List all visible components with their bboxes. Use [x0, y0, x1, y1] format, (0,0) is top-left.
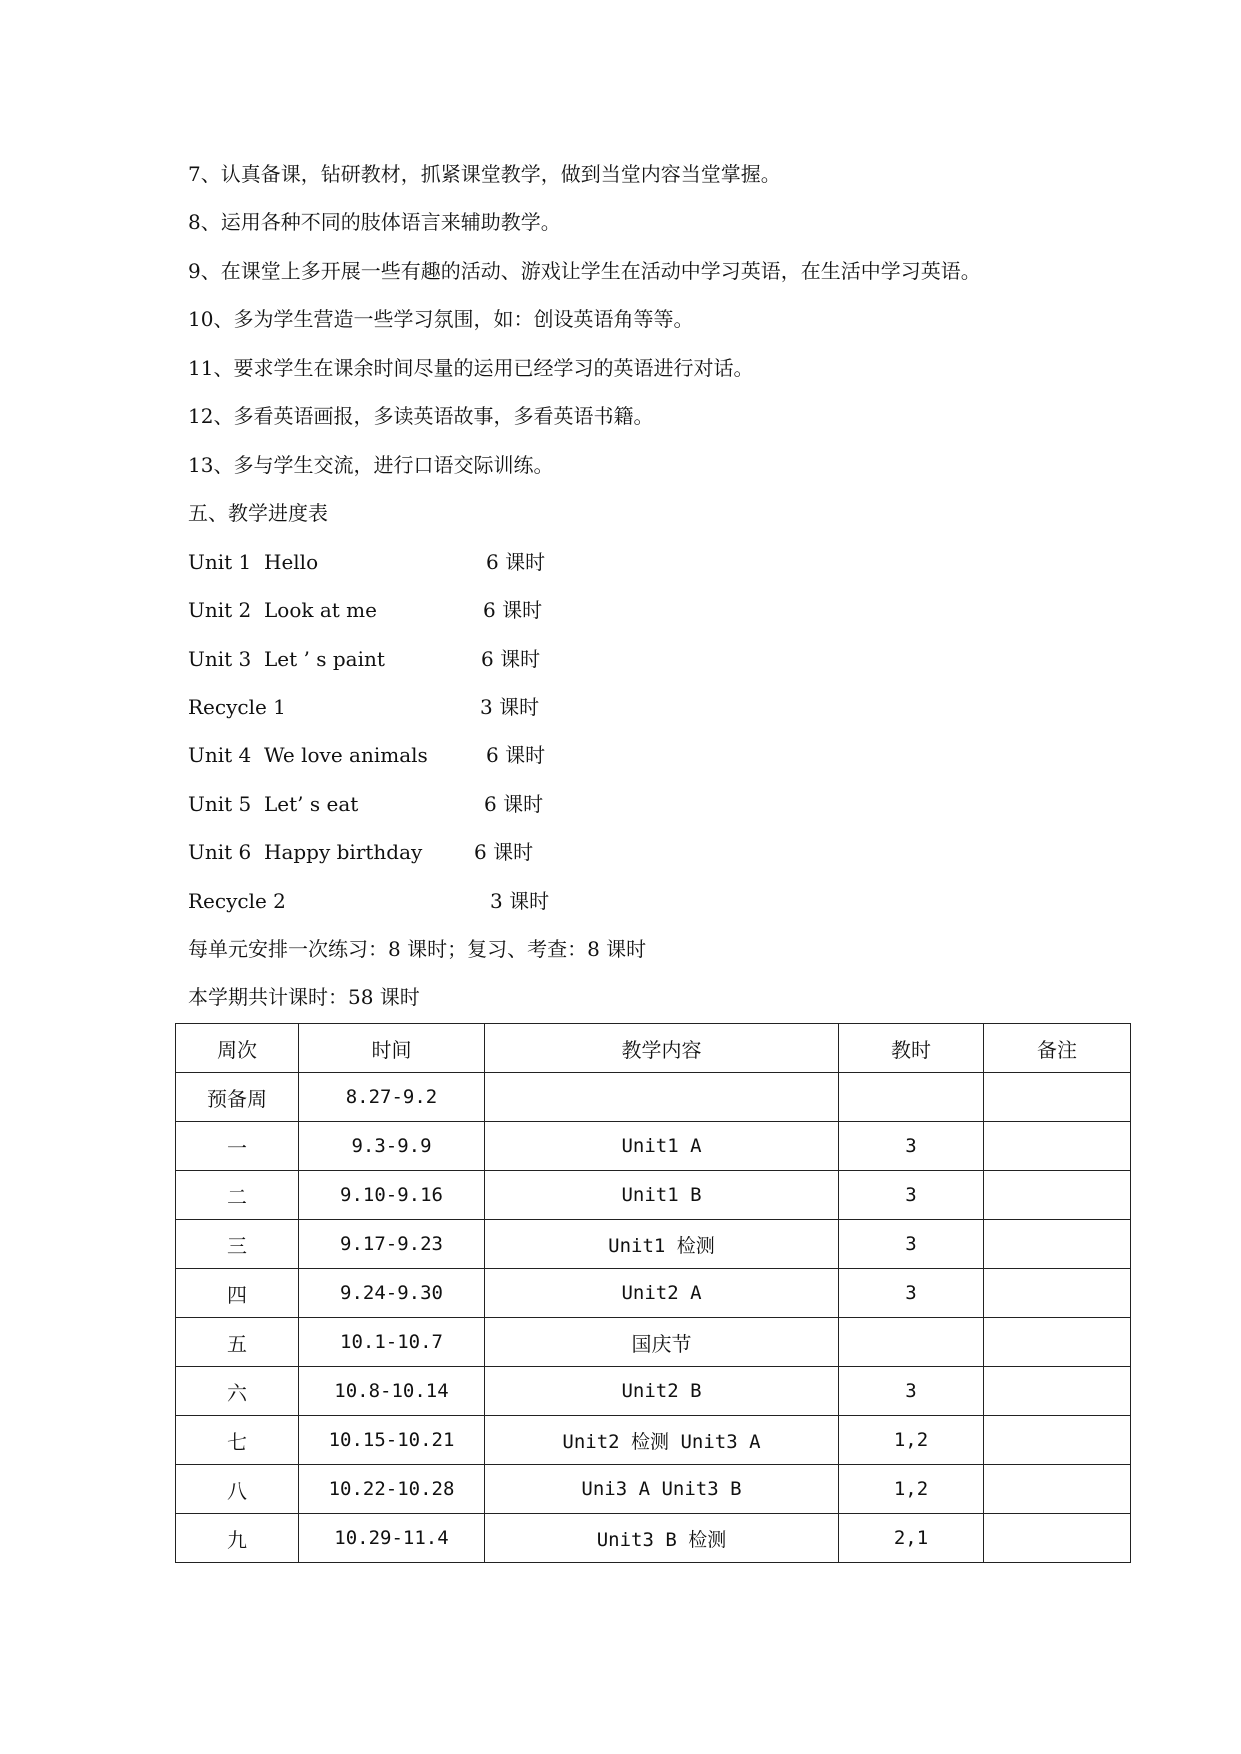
cell-time: 10.1-10.7 — [299, 1318, 485, 1367]
cell-remarks — [984, 1122, 1131, 1171]
unit-name: Unit 6 — [188, 840, 252, 864]
cell-hours: 3 — [839, 1122, 984, 1171]
unit-name: Unit 4 — [188, 743, 252, 767]
total-hours-note: 本学期共计课时：58 课时 — [188, 985, 420, 1009]
method-item-7: 7、认真备课，钻研教材，抓紧课堂教学，做到当堂内容当堂掌握。 — [188, 162, 781, 186]
cell-remarks — [984, 1318, 1131, 1367]
unit-name: Unit 2 — [188, 598, 252, 622]
unit-hours: 6 课时 — [486, 550, 546, 574]
unit-hours: 6 课时 — [481, 647, 541, 671]
unit-hours: 6 课时 — [483, 598, 543, 622]
cell-hours: 1,2 — [839, 1416, 984, 1465]
cell-time: 9.24-9.30 — [299, 1269, 485, 1318]
cell-week: 三 — [176, 1220, 299, 1269]
cell-week: 二 — [176, 1171, 299, 1220]
method-item-9: 9、在课堂上多开展一些有趣的活动、游戏让学生在活动中学习英语，在生活中学习英语。 — [188, 259, 981, 283]
unit-name: Unit 5 — [188, 792, 252, 816]
unit-hours: 3 课时 — [490, 889, 550, 913]
unit-title: Let ’ s paint — [264, 647, 385, 671]
cell-remarks — [984, 1465, 1131, 1514]
header-content: 教学内容 — [485, 1024, 839, 1073]
unit-hours: 6 课时 — [474, 840, 534, 864]
unit-name: Unit 1 — [188, 550, 252, 574]
cell-remarks — [984, 1269, 1131, 1318]
cell-content — [485, 1073, 839, 1122]
cell-remarks — [984, 1416, 1131, 1465]
method-item-12: 12、多看英语画报，多读英语故事，多看英语书籍。 — [188, 404, 654, 428]
header-hours: 教时 — [839, 1024, 984, 1073]
header-remarks: 备注 — [984, 1024, 1131, 1073]
table-row — [176, 1220, 1131, 1269]
cell-content: Uni3 A Unit3 B — [485, 1465, 839, 1514]
cell-time: 10.29-11.4 — [299, 1514, 485, 1563]
cell-hours — [839, 1318, 984, 1367]
header-week: 周次 — [176, 1024, 299, 1073]
cell-time: 9.10-9.16 — [299, 1171, 485, 1220]
cell-week: 八 — [176, 1465, 299, 1514]
table-row — [176, 1171, 1131, 1220]
method-item-13: 13、多与学生交流，进行口语交际训练。 — [188, 453, 554, 477]
table-row — [176, 1416, 1131, 1465]
cell-week: 五 — [176, 1318, 299, 1367]
cell-content: Unit2 检测 Unit3 A — [485, 1416, 839, 1465]
cell-time: 9.17-9.23 — [299, 1220, 485, 1269]
cell-hours: 3 — [839, 1269, 984, 1318]
cell-content: Unit2 A — [485, 1269, 839, 1318]
cell-time: 10.22-10.28 — [299, 1465, 485, 1514]
cell-hours: 3 — [839, 1171, 984, 1220]
table-row — [176, 1367, 1131, 1416]
unit-title: Let’ s eat — [264, 792, 359, 816]
cell-week: 九 — [176, 1514, 299, 1563]
cell-week: 一 — [176, 1122, 299, 1171]
section-title: 五、教学进度表 — [188, 501, 328, 525]
cell-hours: 3 — [839, 1220, 984, 1269]
table-row — [176, 1514, 1131, 1563]
method-item-11: 11、要求学生在课余时间尽量的运用已经学习的英语进行对话。 — [188, 356, 754, 380]
cell-time: 9.3-9.9 — [299, 1122, 485, 1171]
table-row — [176, 1465, 1131, 1514]
header-time: 时间 — [299, 1024, 485, 1073]
unit-name: Recycle 1 — [188, 695, 286, 719]
table-row — [176, 1318, 1131, 1367]
cell-remarks — [984, 1514, 1131, 1563]
cell-remarks — [984, 1367, 1131, 1416]
cell-time: 8.27-9.2 — [299, 1073, 485, 1122]
unit-title: Look at me — [264, 598, 377, 622]
cell-content: Unit3 B 检测 — [485, 1514, 839, 1563]
practice-note: 每单元安排一次练习：8 课时；复习、考查：8 课时 — [188, 937, 647, 961]
unit-title: Hello — [264, 550, 319, 574]
cell-hours: 2,1 — [839, 1514, 984, 1563]
cell-remarks — [984, 1073, 1131, 1122]
cell-time: 10.8-10.14 — [299, 1367, 485, 1416]
unit-name: Recycle 2 — [188, 889, 286, 913]
cell-remarks — [984, 1220, 1131, 1269]
method-item-10: 10、多为学生营造一些学习氛围，如：创设英语角等等。 — [188, 307, 694, 331]
table-row — [176, 1073, 1131, 1122]
cell-hours: 1,2 — [839, 1465, 984, 1514]
cell-time: 10.15-10.21 — [299, 1416, 485, 1465]
cell-week: 四 — [176, 1269, 299, 1318]
cell-content: Unit1 A — [485, 1122, 839, 1171]
cell-content: 国庆节 — [485, 1318, 839, 1367]
cell-remarks — [984, 1171, 1131, 1220]
table-row — [176, 1269, 1131, 1318]
unit-hours: 6 课时 — [486, 743, 546, 767]
method-item-8: 8、运用各种不同的肢体语言来辅助教学。 — [188, 210, 561, 234]
unit-title: We love animals — [264, 743, 428, 767]
cell-content: Unit1 检测 — [485, 1220, 839, 1269]
unit-title: Happy birthday — [264, 840, 423, 864]
table-row — [176, 1122, 1131, 1171]
cell-week: 六 — [176, 1367, 299, 1416]
cell-hours: 3 — [839, 1367, 984, 1416]
cell-week: 预备周 — [176, 1073, 299, 1122]
cell-content: Unit1 B — [485, 1171, 839, 1220]
cell-hours — [839, 1073, 984, 1122]
unit-hours: 6 课时 — [484, 792, 544, 816]
cell-week: 七 — [176, 1416, 299, 1465]
table-header-row — [176, 1024, 1131, 1073]
unit-hours: 3 课时 — [480, 695, 540, 719]
cell-content: Unit2 B — [485, 1367, 839, 1416]
unit-name: Unit 3 — [188, 647, 252, 671]
schedule-table — [175, 1023, 1131, 1563]
